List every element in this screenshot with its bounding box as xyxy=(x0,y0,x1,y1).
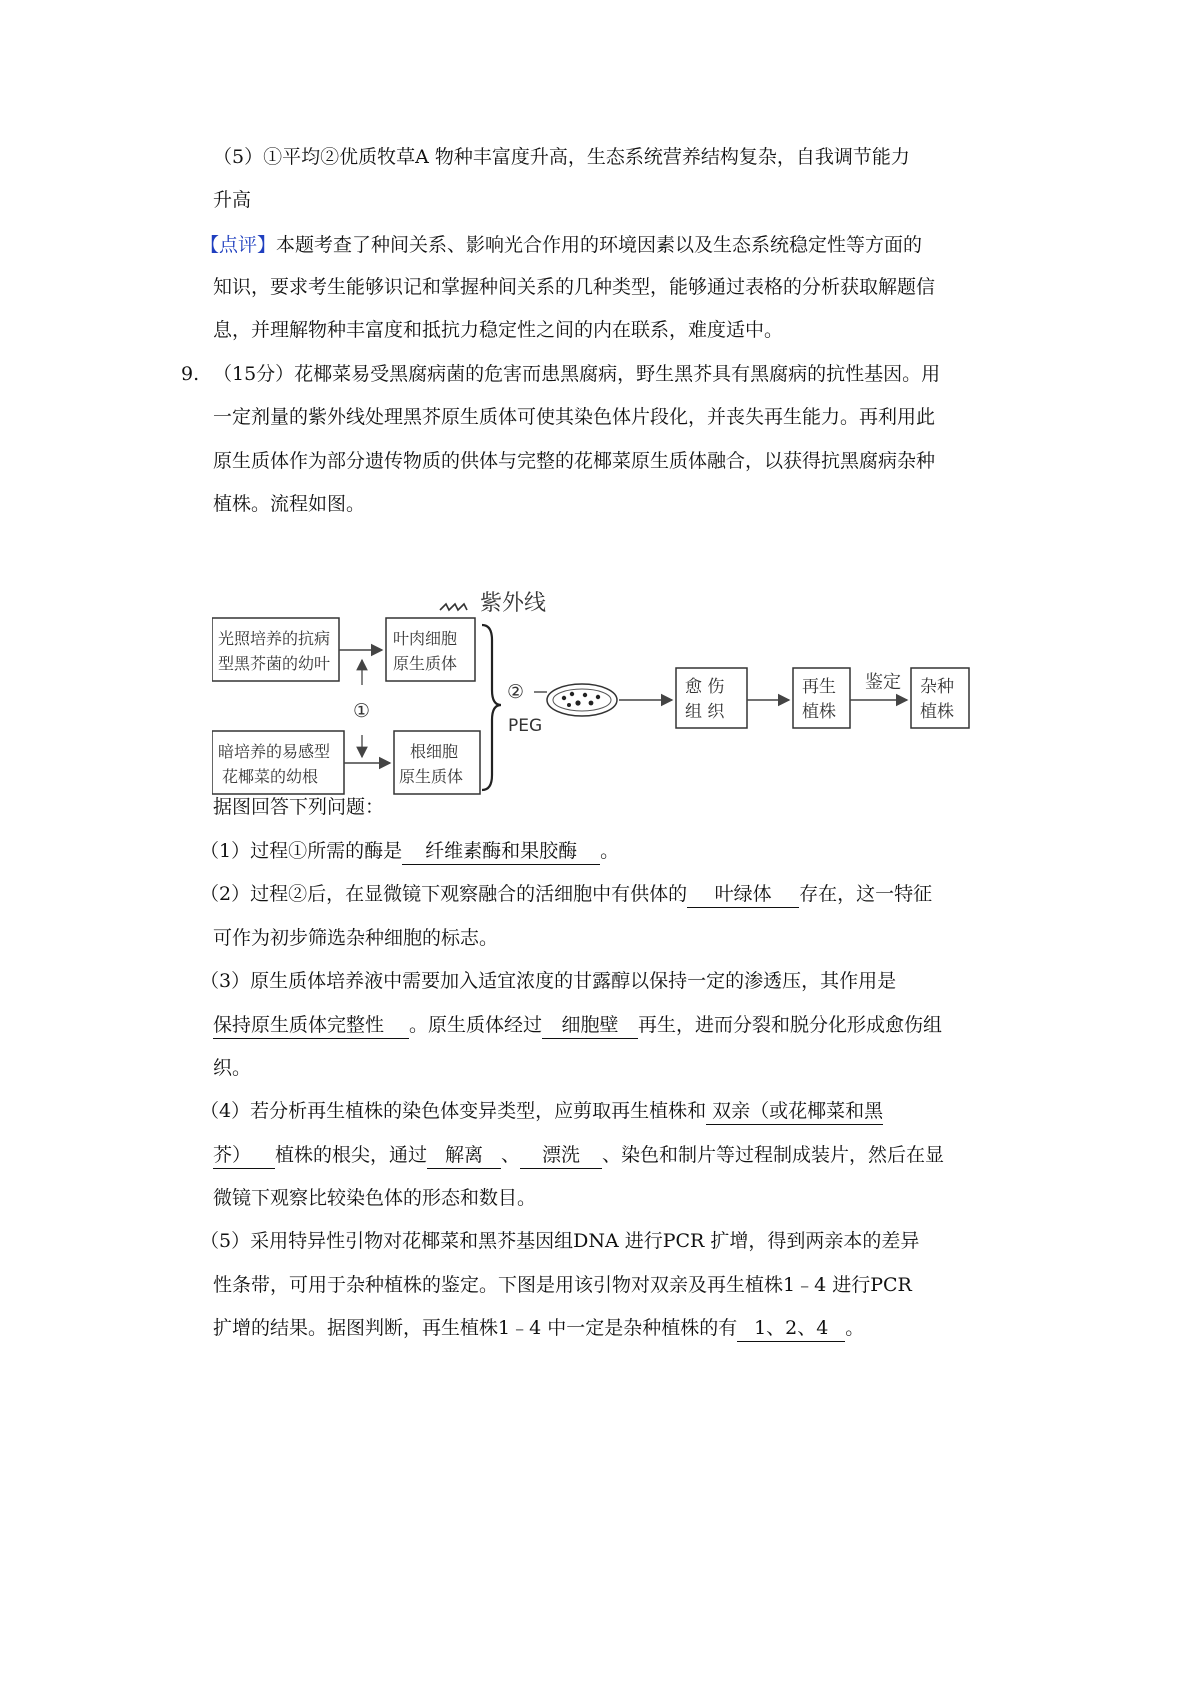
prev-answer-line: 升高 xyxy=(213,189,252,211)
q4-text: （4）若分析再生植株的染色体变异类型，应剪取再生植株和 xyxy=(200,1100,707,1122)
q2-line2: 可作为初步筛选杂种细胞的标志。 xyxy=(213,927,499,949)
box-root-line1: 暗培养的易感型 xyxy=(218,742,331,761)
box-mesophyll-line2: 原生质体 xyxy=(393,654,458,673)
box-leaf-line1: 光照培养的抗病 xyxy=(218,629,331,648)
q3-line3: 织。 xyxy=(213,1057,252,1079)
answers-intro: 据图回答下列问题： xyxy=(213,796,385,818)
flow-diagram xyxy=(212,565,1027,802)
box-regenerated-line1: 再生 xyxy=(802,677,836,697)
question-number: 9. xyxy=(181,363,200,385)
q5-line: （5）采用特异性引物对花椰菜和黑芥基因组DNA 进行PCR 扩增，得到两亲本的差异 xyxy=(200,1230,920,1252)
question-line: 植株。流程如图。 xyxy=(213,493,366,515)
q4-post: 、染色和制片等过程制成装片，然后在显 xyxy=(602,1144,945,1166)
box-hybrid-line2: 植株 xyxy=(920,702,954,722)
question-line: 原生质体作为部分遗传物质的供体与完整的花椰菜原生质体融合，以获得抗黑腐病杂种 xyxy=(213,450,936,472)
step2-label: ② xyxy=(507,681,525,703)
merge-brace xyxy=(482,625,501,790)
q3-line2 xyxy=(213,1011,942,1039)
q3-line: （3）原生质体培养液中需要加入适宜浓度的甘露醇以保持一定的渗透压，其作用是 xyxy=(200,970,897,992)
q4-line xyxy=(200,1097,883,1125)
comment-line xyxy=(200,231,922,259)
q4-answer-1b: 芥） xyxy=(213,1142,275,1169)
q5-text: 扩增的结果。据图判断，再生植株1﹣4 中一定是杂种植株的有 xyxy=(213,1317,738,1339)
uv-ray-icon xyxy=(440,604,467,610)
q5-answer: 1、2、4 xyxy=(737,1315,845,1342)
question-line: （15分）花椰菜易受黑腐病菌的危害而患黑腐病，野生黑芥具有黑腐病的抗性基因。用 xyxy=(213,363,941,385)
q2-text: （2）过程②后，在显微镜下观察融合的活细胞中有供体的 xyxy=(200,883,688,905)
comment-line: 息，并理解物种丰富度和抵抗力稳定性之间的内在联系，难度适中。 xyxy=(213,319,784,341)
q4-text: 植株的根尖，通过 xyxy=(275,1144,428,1166)
step1-label: ① xyxy=(353,700,371,722)
q1-post: 。 xyxy=(600,840,620,862)
q3-post: 再生，进而分裂和脱分化形成愈伤组 xyxy=(638,1014,943,1036)
comment-text: 本题考查了种间关系、影响光合作用的环境因素以及生态系统稳定性等方面的 xyxy=(276,234,923,256)
q5-line2: 性条带，可用于杂种植株的鉴定。下图是用该引物对双亲及再生植株1﹣4 进行PCR xyxy=(213,1274,912,1296)
identify-label: 鉴定 xyxy=(865,672,901,693)
q4-answer-1a: 双亲（或花椰菜和黑 xyxy=(706,1098,883,1125)
q1-answer: 纤维素酶和果胶酶 xyxy=(402,838,600,865)
q1-line xyxy=(200,837,619,865)
q1-text: （1）过程①所需的酶是 xyxy=(200,840,403,862)
q5-line3 xyxy=(213,1314,864,1342)
q4-line3: 微镜下观察比较染色体的形态和数目。 xyxy=(213,1187,537,1209)
q4-answer-2: 解离 xyxy=(427,1142,501,1169)
peg-label: PEG xyxy=(508,716,543,736)
box-callus-line1: 愈 伤 xyxy=(685,677,725,697)
q4-line2 xyxy=(213,1141,944,1169)
q2-line xyxy=(200,880,932,908)
q3-answer-2: 细胞壁 xyxy=(542,1012,638,1039)
prev-answer-line: （5）①平均②优质牧草A 物种丰富度升高，生态系统营养结构复杂，自我调节能力 xyxy=(213,146,910,168)
comment-line: 知识，要求考生能够识记和掌握种间关系的几种类型，能够通过表格的分析获取解题信 xyxy=(213,276,936,298)
q3-answer-1: 保持原生质体完整性 xyxy=(213,1012,409,1039)
box-root-protoplast-line1: 根细胞 xyxy=(410,742,459,761)
comment-tag: 【点评】 xyxy=(200,234,277,256)
uv-label: 紫外线 xyxy=(480,591,547,616)
q4-sep: 、 xyxy=(501,1144,521,1166)
box-root-protoplast-line2: 原生质体 xyxy=(399,767,464,786)
question-line: 一定剂量的紫外线处理黑芥原生质体可使其染色体片段化，并丧失再生能力。再利用此 xyxy=(213,406,936,428)
q2-answer: 叶绿体 xyxy=(687,881,799,908)
box-hybrid-line1: 杂种 xyxy=(920,677,954,697)
q4-answer-3: 漂洗 xyxy=(520,1142,602,1169)
box-root-line2: 花椰菜的幼根 xyxy=(222,767,319,786)
box-regenerated-line2: 植株 xyxy=(802,702,836,722)
q3-text: 。原生质体经过 xyxy=(409,1014,543,1036)
q2-post: 存在，这一特征 xyxy=(799,883,933,905)
q5-post: 。 xyxy=(845,1317,865,1339)
box-leaf-line2: 型黑芥菌的幼叶 xyxy=(218,654,331,673)
box-mesophyll-line1: 叶肉细胞 xyxy=(393,629,458,648)
box-callus-line2: 组 织 xyxy=(685,702,725,722)
